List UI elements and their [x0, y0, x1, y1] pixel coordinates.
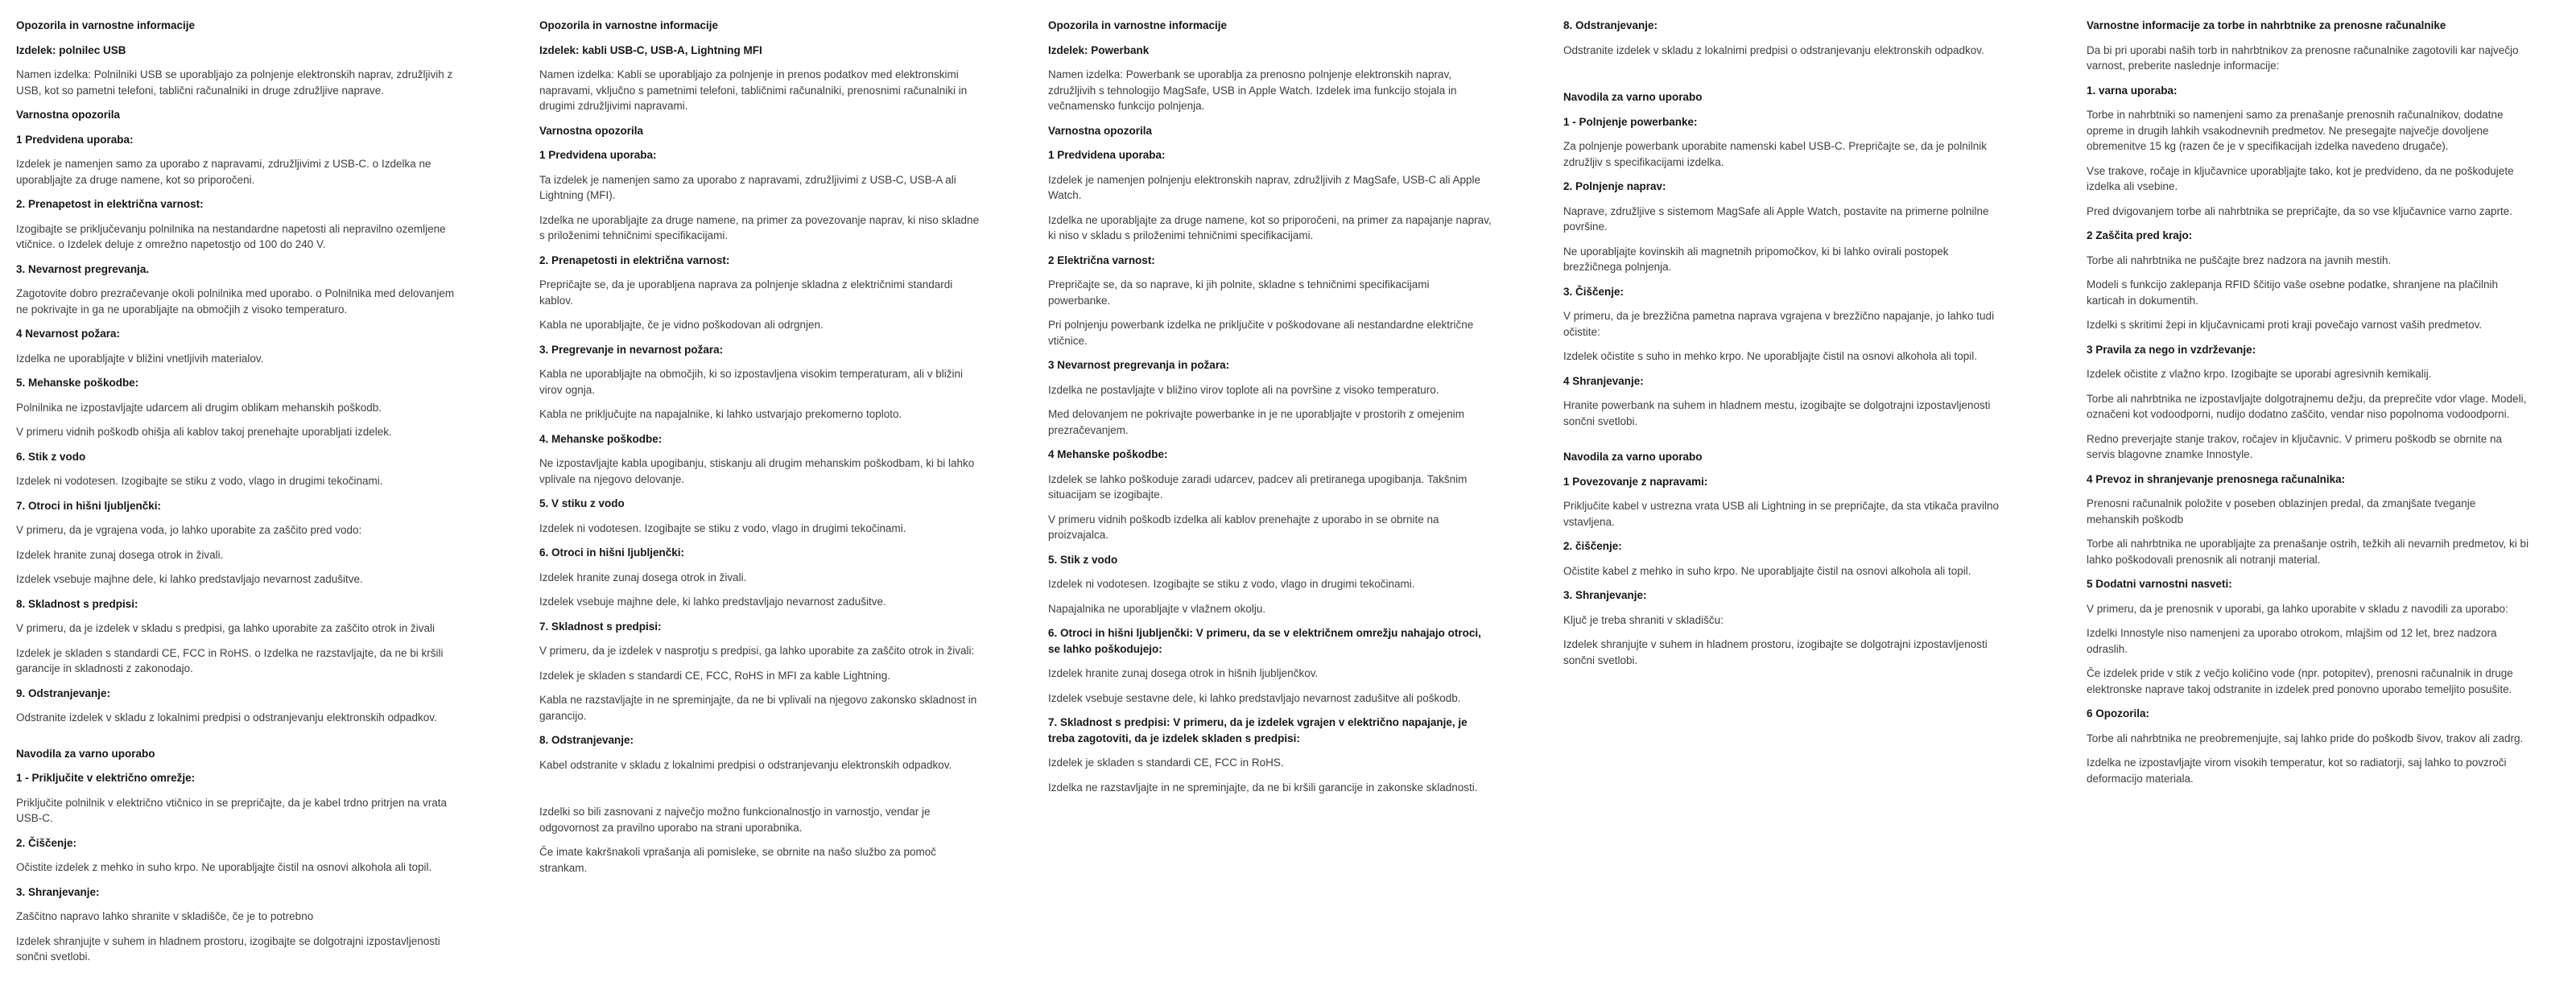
paragraph: Med delovanjem ne pokrivajte powerbanke in je ne uporabljajte v prostorih z omejenim prezračevanjem.: [1048, 408, 1465, 436]
section-heading: 2. Prenapetosti in električna varnost:: [539, 254, 730, 266]
paragraph: V primeru, da je izdelek v nasprotju s predpisi, ga lahko uporabite za zaščito otrok in živali:: [539, 645, 975, 657]
section-heading: Izdelek: kabli USB-C, USB-A, Lightning MFI: [539, 43, 762, 56]
doc-title: Opozorila in varnostne informacije: [539, 19, 719, 31]
spacer: [16, 735, 460, 746]
section-heading: 5. Stik z vodo: [1048, 553, 1118, 566]
paragraph: Torbe ali nahrbtnika ne preobremenjujte, saj lahko pride do poškodb šivov, trakov ali zadrg.: [2087, 732, 2524, 744]
paragraph: Izdelek očistite s suho in mehko krpo. Ne uporabljajte čistil na osnovi alkohola ali topil.: [1563, 350, 1978, 362]
section-heading: 6 Opozorila:: [2087, 707, 2150, 719]
section-heading: 8. Odstranjevanje:: [539, 734, 634, 746]
section-heading: 1 Povezovanje z napravami:: [1563, 475, 1708, 488]
paragraph: Ključ je treba shraniti v skladišču:: [1563, 613, 1724, 626]
paragraph: Kabla ne uporabljajte, če je vidno poškodovan ali odrgnjen.: [539, 319, 824, 331]
section-heading: 8. Skladnost s predpisi:: [16, 597, 138, 610]
paragraph: Prepričajte se, da je uporabljena naprava za polnjenje skladna z električnimi standardi kablov.: [539, 278, 953, 307]
section-heading: 1 Predvidena uporaba:: [539, 149, 657, 161]
section-heading: 3. Nevarnost pregrevanja.: [16, 262, 150, 275]
column-powerbank-usage: [1563, 18, 2008, 677]
section-heading: 4 Nevarnost požara:: [16, 328, 121, 340]
paragraph: Kabla ne priključujte na napajalnike, ki lahko ustvarjajo prekomerno toploto.: [539, 408, 902, 420]
paragraph: Izogibajte se priključevanju polnilnika na nestandardne napetosti ali nepravilno ozemljene vtičnice. o Izdelek deluje z omrežno napetostjo od 100 do 240 V.: [16, 222, 446, 250]
section-heading: 1 - Priključite v električno omrežje:: [16, 772, 196, 784]
section-heading: 3 Pravila za nego in vzdrževanje:: [2087, 343, 2256, 356]
paragraph: Izdelek ni vodotesen. Izogibajte se stiku z vodo, vlago in drugimi tekočinami.: [16, 475, 383, 487]
section-heading: Navodila za varno uporabo: [1563, 451, 1703, 463]
doc-title: Varnostne informacije za torbe in nahrbtnike za prenosne računalnike: [2087, 19, 2446, 31]
section-heading: 4. Mehanske poškodbe:: [539, 432, 663, 445]
paragraph: Vse trakove, ročaje in ključavnice uporabljajte tako, kot je predvideno, da ne poškodujete izdelka ali vsebine.: [2087, 164, 2514, 192]
paragraph: Izdelka ne razstavljajte in ne spreminjajte, da ne bi kršili garancije in zakonske skladnosti.: [1048, 781, 1478, 794]
section-heading: Navodila za varno uporabo: [1563, 91, 1703, 103]
paragraph: Ta izdelek je namenjen samo za uporabo z napravami, združljivimi z USB-C, USB-A ali Lightning (MFI).: [539, 173, 956, 201]
paragraph: Pred dvigovanjem torbe ali nahrbtnika se prepričajte, da so vse ključavnice varno zaprte.: [2087, 204, 2513, 217]
paragraph: Izdelka ne uporabljajte v bližini vnetljivih materialov.: [16, 352, 264, 365]
paragraph: Namen izdelka: Polnilniki USB se uporabljajo za polnjenje elektronskih naprav, združljivih z USB, kot so pametni telefoni, tablični računalniki in druge združljive naprave.: [16, 68, 453, 97]
section-heading: 8. Odstranjevanje:: [1563, 19, 1658, 31]
section-heading: 2. čiščenje:: [1563, 540, 1622, 552]
paragraph: Očistite kabel z mehko in suho krpo. Ne uporabljajte čistil na osnovi alkohola ali topil.: [1563, 564, 1971, 577]
section-heading: 1. varna uporaba:: [2087, 84, 2178, 97]
column-laptop-bags: [2087, 18, 2531, 795]
paragraph: Zaščitno napravo lahko shranite v skladišče, če je to potrebno: [16, 910, 314, 922]
section-heading: 5 Dodatni varnostni nasveti:: [2087, 578, 2232, 590]
paragraph: Ne izpostavljajte kabla upogibanju, stiskanju ali drugim mehanskim poškodbam, ki bi lahko vplivale na njegovo delovanje.: [539, 457, 975, 485]
column-usb-charger: [16, 18, 460, 974]
section-heading: 2 Električna varnost:: [1048, 254, 1155, 266]
paragraph: Izdelka ne uporabljajte za druge namene, na primer za povezovanje naprav, ki niso skladne s priloženimi tehničnimi specifikacijami.: [539, 213, 980, 241]
paragraph: Naprave, združljive s sistemom MagSafe ali Apple Watch, postavite na primerne polnilne površine.: [1563, 204, 1989, 233]
paragraph: V primeru, da je brezžična pametna naprava vgrajena v brezžično napajanje, jo lahko tudi očistite:: [1563, 310, 1995, 338]
paragraph: V primeru vidnih poškodb ohišja ali kablov takoj prenehajte uporabljati izdelek.: [16, 426, 392, 438]
paragraph: Izdelek hranite zunaj dosega otrok in hišnih ljubljenčkov.: [1048, 667, 1319, 679]
paragraph: Kabel odstranite v skladu z lokalnimi predpisi o odstranjevanju elektronskih odpadkov.: [539, 758, 952, 771]
paragraph: Polnilnika ne izpostavljajte udarcem ali drugim oblikam mehanskih poškodb.: [16, 401, 382, 414]
paragraph: Očistite izdelek z mehko in suho krpo. Ne uporabljajte čistil na osnovi alkohola ali topil.: [16, 861, 432, 873]
paragraph: Redno preverjajte stanje trakov, ročajev in ključavnic. V primeru poškodb se obrnite na servis blagovne znamke Innostyle.: [2087, 432, 2503, 460]
section-heading: Navodila za varno uporabo: [16, 747, 155, 760]
section-heading: 3. Shranjevanje:: [16, 885, 100, 898]
paragraph: Napajalnika ne uporabljajte v vlažnem okolju.: [1048, 602, 1266, 615]
paragraph: Če izdelek pride v stik z večjo količino vode (npr. potopitev), prenosni računalnik in druge elektronske naprave takoj odstranite in izdelek pred ponovno uporabo temeljito posušite.: [2087, 667, 2513, 695]
paragraph: Izdelek je namenjen samo za uporabo z napravami, združljivimi z USB-C. o Izdelka ne uporabljajte za druge namene, kot so priporočeni.: [16, 158, 431, 186]
paragraph: Izdelki Innostyle niso namenjeni za uporabo otrokom, mlajšim od 12 let, brez nadzora odraslih.: [2087, 627, 2497, 655]
paragraph: Ne uporabljajte kovinskih ali magnetnih pripomočkov, ki bi lahko ovirali postopek brezžičnega polnjenja.: [1563, 245, 1949, 273]
paragraph: Hranite powerbank na suhem in hladnem mestu, izogibajte se dolgotrajni izpostavljenosti sončni svetlobi.: [1563, 399, 1991, 427]
paragraph: Izdelek vsebuje majhne dele, ki lahko predstavljajo nevarnost zadušitve.: [539, 596, 886, 608]
section-heading: 7. Skladnost s predpisi:: [539, 620, 662, 633]
section-heading: 1 Predvidena uporaba:: [16, 133, 134, 146]
paragraph: Izdelek je namenjen polnjenju elektronskih naprav, združljivih z MagSafe, USB-C ali Apple Watch.: [1048, 173, 1481, 201]
paragraph: V primeru, da je prenosnik v uporabi, ga lahko uporabite v skladu z navodili za uporabo:: [2087, 602, 2508, 615]
section-heading: 6. Otroci in hišni ljubljenčki: V primeru, da se v električnem omrežju nahajajo otroci, se lahko poškodujejo:: [1048, 627, 1481, 655]
paragraph: Izdelek hranite zunaj dosega otrok in živali.: [539, 571, 747, 583]
paragraph: Izdelka ne uporabljajte za druge namene, kot so priporočeni, na primer za napajanje naprav, ki niso v skladu s priloženimi tehničnimi specifikacijami.: [1048, 213, 1492, 241]
paragraph: Izdelek hranite zunaj dosega otrok in živali.: [16, 548, 224, 561]
paragraph: Izdelka ne izpostavljajte virom visokih temperatur, kot so radiatorji, saj lahko to povzroči deformacijo materiala.: [2087, 757, 2507, 785]
paragraph: Izdelki so bili zasnovani z največjo možno funkcionalnostjo in varnostjo, vendar je odgovornost za pravilno uporabo na strani uporabnika.: [539, 806, 931, 834]
section-heading: 4 Shranjevanje:: [1563, 374, 1644, 387]
paragraph: V primeru, da je vgrajena voda, jo lahko uporabite za zaščito pred vodo:: [16, 524, 362, 536]
paragraph: Torbe in nahrbtniki so namenjeni samo za prenašanje prenosnih računalnikov, dodatne opreme in drugih lahkih vsakodnevnih predmetov. Ne presegajte največje dovoljene obremenitve 15 kg (razen če je v specifikacijah izdelka navedeno drugače).: [2087, 109, 2504, 152]
paragraph: Izdelek vsebuje majhne dele, ki lahko predstavljajo nevarnost zadušitve.: [16, 573, 363, 585]
section-heading: 3 Nevarnost pregrevanja in požara:: [1048, 359, 1230, 371]
section-heading: 9. Odstranjevanje:: [16, 686, 111, 699]
section-heading: 2. Polnjenje naprav:: [1563, 180, 1666, 192]
paragraph: Pri polnjenju powerbank izdelka ne priključite v poškodovane ali nestandardne električne vtičnice.: [1048, 319, 1474, 347]
paragraph: V primeru vidnih poškodb izdelka ali kablov prenehajte z uporabo in se obrnite na proizvajalca.: [1048, 513, 1439, 541]
paragraph: Zagotovite dobro prezračevanje okoli polnilnika med uporabo. o Polnilnika med delovanjem ne pokrivajte in ga ne uporabljajte na območjih z visoko temperaturo.: [16, 287, 455, 315]
paragraph: Torbe ali nahrbtnika ne uporabljajte za prenašanje ostrih, težkih ali nevarnih predmetov, ki bi lahko poškodovali prenosnik ali notranji material.: [2087, 538, 2529, 566]
paragraph: Za polnjenje powerbank uporabite namenski kabel USB-C. Prepričajte se, da je polnilnik združljiv s specifikacijami izdelka.: [1563, 140, 1988, 168]
paragraph: Priključite kabel v ustrezna vrata USB ali Lightning in se prepričajte, da sta vtikača pravilno vstavljena.: [1563, 500, 2000, 528]
section-heading: 3. Shranjevanje:: [1563, 589, 1647, 601]
section-heading: 5. Mehanske poškodbe:: [16, 377, 139, 389]
paragraph: Če imate kakršnakoli vprašanja ali pomisleke, se obrnite na našo službo za pomoč strankam.: [539, 846, 937, 874]
section-heading: Varnostna opozorila: [539, 124, 644, 137]
section-heading: 6. Stik z vodo: [16, 450, 86, 463]
section-heading: Varnostna opozorila: [1048, 124, 1153, 137]
section-heading: 7. Skladnost s predpisi: V primeru, da je izdelek vgrajen v električno napajanje, je treba zagotoviti, da je izdelek skladen s predpisi:: [1048, 716, 1468, 744]
paragraph: Izdelki s skritimi žepi in ključavnicami proti kraji povečajo varnost vaših predmetov.: [2087, 319, 2483, 331]
section-heading: 2. Čiščenje:: [16, 836, 77, 849]
section-heading: 1 Predvidena uporaba:: [1048, 149, 1166, 161]
section-heading: 5. V stiku z vodo: [539, 497, 625, 509]
doc-title: Opozorila in varnostne informacije: [1048, 19, 1228, 31]
paragraph: Izdelek je skladen s standardi CE, FCC in RoHS. o Izdelka ne razstavljajte, da ne bi kršili garancije in skladnosti z zakonodajo.: [16, 646, 444, 674]
paragraph: Namen izdelka: Powerbank se uporablja za prenosno polnjenje elektronskih naprav, združljivih s tehnologijo MagSafe, USB in Apple Watch. Izdelek ima funkcijo stojala in večnamensko funkcijo polnjenja.: [1048, 68, 1457, 112]
section-heading: 3. Čiščenje:: [1563, 285, 1624, 298]
section-heading: Varnostna opozorila: [16, 109, 121, 121]
paragraph: Priključite polnilnik v električno vtičnico in se prepričajte, da je kabel trdno pritrjen na vrata USB-C.: [16, 796, 448, 824]
paragraph: Kabla ne uporabljajte na območjih, ki so izpostavljena visokim temperaturam, ali v bližini virov ognja.: [539, 368, 964, 396]
paragraph: Modeli s funkcijo zaklepanja RFID ščitijo vaše osebne podatke, shranjene na plačilnih karticah in dokumentih.: [2087, 278, 2499, 307]
paragraph: V primeru, da je izdelek v skladu s predpisi, ga lahko uporabite za zaščito otrok in živali: [16, 622, 436, 634]
section-heading: 6. Otroci in hišni ljubljenčki:: [539, 546, 685, 559]
column-powerbank: [1048, 18, 1492, 804]
paragraph: Torbe ali nahrbtnika ne izpostavljajte dolgotrajnemu dežju, da preprečite vdor vlage. Modeli, označeni kot vodoodporni, nudijo dodatno zaščito, vendar niso popolnoma vodoodporni.: [2087, 392, 2527, 420]
section-heading: 4 Prevoz in shranjevanje prenosnega računalnika:: [2087, 472, 2346, 485]
paragraph: Prepričajte se, da so naprave, ki jih polnite, skladne s tehničnimi specifikacijami powerbanke.: [1048, 278, 1430, 307]
section-heading: 4 Mehanske poškodbe:: [1048, 448, 1168, 460]
spacer: [1563, 67, 2008, 89]
spacer: [539, 781, 984, 804]
paragraph: Izdelek shranjujte v suhem in hladnem prostoru, izogibajte se dolgotrajni izpostavljenosti sončni svetlobi.: [16, 934, 440, 963]
paragraph: Izdelek se lahko poškoduje zaradi udarcev, padcev ali pretiranega upogibanja. Takšnim situacijam se izogibajte.: [1048, 472, 1468, 501]
paragraph: Izdelek ni vodotesen. Izogibajte se stiku z vodo, vlago in drugimi tekočinami.: [1048, 578, 1415, 590]
column-cables: [539, 18, 984, 884]
section-heading: Izdelek: polnilec USB: [16, 43, 126, 56]
paragraph: Izdelek je skladen s standardi CE, FCC in RoHS.: [1048, 757, 1284, 769]
section-heading: 7. Otroci in hišni ljubljenčki:: [16, 499, 162, 512]
paragraph: Izdelek shranjujte v suhem in hladnem prostoru, izogibajte se dolgotrajni izpostavljenosti sončni svetlobi.: [1563, 638, 1988, 666]
section-heading: 3. Pregrevanje in nevarnost požara:: [539, 343, 724, 356]
paragraph: Izdelek vsebuje sestavne dele, ki lahko predstavljajo nevarnost zadušitve ali poškodb.: [1048, 691, 1461, 704]
section-heading: 2. Prenapetost in električna varnost:: [16, 198, 204, 210]
section-heading: 2 Zaščita pred krajo:: [2087, 229, 2193, 241]
section-heading: Izdelek: Powerbank: [1048, 43, 1150, 56]
paragraph: Torbe ali nahrbtnika ne puščajte brez nadzora na javnih mestih.: [2087, 254, 2392, 266]
paragraph: Izdelek ni vodotesen. Izogibajte se stiku z vodo, vlago in drugimi tekočinami.: [539, 522, 906, 534]
spacer: [1563, 438, 2008, 449]
paragraph: Kabla ne razstavljajte in ne spreminjajte, da ne bi vplivali na njegovo zakonsko skladnost in garancijo.: [539, 694, 977, 722]
paragraph: Namen izdelka: Kabli se uporabljajo za polnjenje in prenos podatkov med elektronskimi napravami, vključno s pametnimi telefoni, tabličnimi računalniki, prenosnimi računalniki in drugimi združljivimi napravami.: [539, 68, 968, 112]
paragraph: Izdelka ne postavljajte v bližino virov toplote ali na površine z visoko temperaturo.: [1048, 383, 1439, 396]
paragraph: Odstranite izdelek v skladu z lokalnimi predpisi o odstranjevanju elektronskih odpadkov.: [1563, 43, 1984, 56]
paragraph: Izdelek je skladen s standardi CE, FCC, RoHS in MFI za kable Lightning.: [539, 669, 890, 682]
paragraph: Izdelek očistite z vlažno krpo. Izogibajte se uporabi agresivnih kemikalij.: [2087, 368, 2432, 380]
paragraph: Da bi pri uporabi naših torb in nahrbtnikov za prenosne računalnike zagotovili kar največjo varnost, preberite naslednje informacije:: [2087, 43, 2519, 72]
paragraph: Odstranite izdelek v skladu z lokalnimi predpisi o odstranjevanju elektronskih odpadkov.: [16, 711, 437, 724]
section-heading: 1 - Polnjenje powerbanke:: [1563, 115, 1698, 128]
paragraph: Prenosni računalnik položite v poseben oblazinjen predal, da zmanjšate tveganje mehanskih poškodb: [2087, 497, 2476, 526]
doc-title: Opozorila in varnostne informacije: [16, 19, 196, 31]
